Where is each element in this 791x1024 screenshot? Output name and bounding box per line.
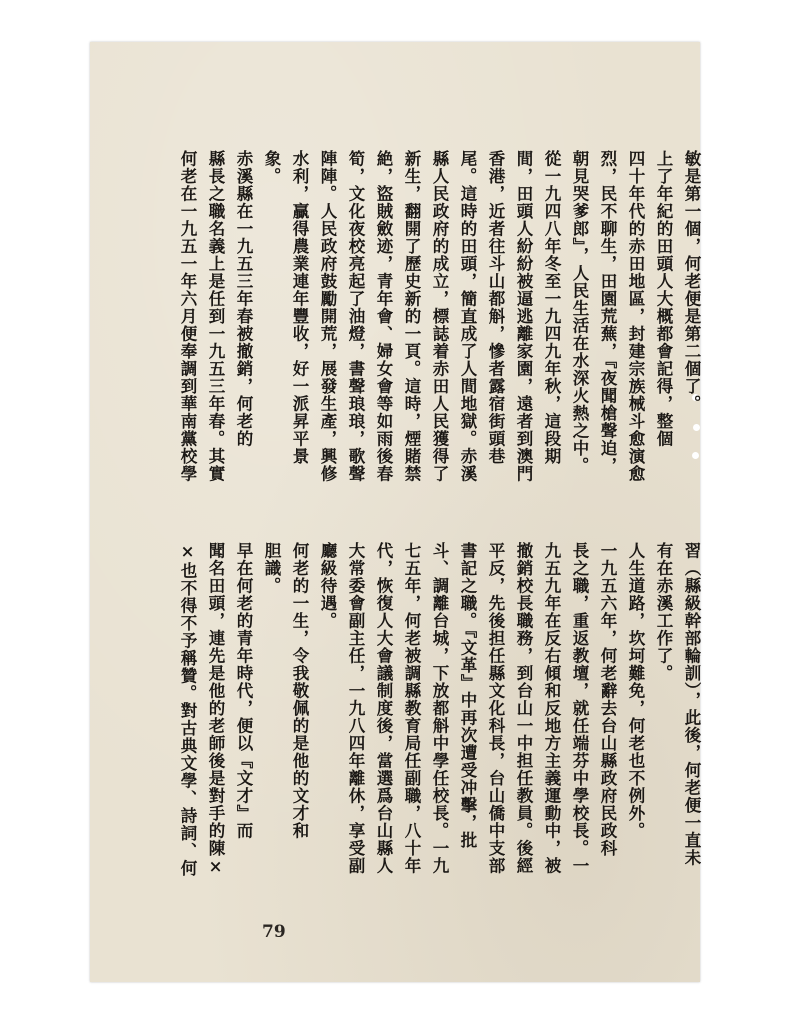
text-column: 早在何老的青年時代，便以『文才』而 (234, 542, 253, 840)
text-column: 新生，翻開了歷史新的一頁。這時，煙賭禁 (402, 150, 421, 483)
text-column: 何老在一九五一年六月便奉調到華南黨校學 (178, 150, 197, 483)
text-column: 七五年，何老被調縣教育局任副職，八十年 (402, 542, 421, 875)
text-column: 聞名田頭，連先是他的老師後是對手的陳× (206, 542, 225, 877)
text-column: 間，田頭人紛紛被逼逃離家園，遠者到澳門 (514, 150, 533, 483)
bottom-text-block (178, 542, 702, 902)
book-page (90, 42, 700, 982)
text-column: 赤溪縣在一九五三年春被撤銷，何老的 (234, 150, 253, 448)
text-column: 平反，先後担任縣文化科長，台山僑中支部 (486, 542, 505, 875)
text-column: 水利，贏得農業連年豐收，好一派昇平景 (290, 150, 309, 465)
text-column: 胆識。 (262, 542, 281, 595)
text-column: 縣人民政府的成立，標誌着赤田人民獲得了 (430, 150, 449, 483)
text-column: 烈，民不聊生，田園荒蕪，『夜聞槍聲迫， (598, 150, 617, 475)
text-column: 敏是第一個，何老便是第二個了。 (682, 150, 701, 413)
text-column: 筍，文化夜校亮起了油燈，書聲琅琅，歌聲 (346, 150, 365, 483)
text-column: 有在赤溪工作了。 (654, 542, 673, 682)
text-column: 代，恢復人大會議制度後，當選爲台山縣人 (374, 542, 393, 875)
text-column: 縣長之職名義上是任到一九五三年春。其實 (206, 150, 225, 483)
text-column: 大常委會副主任，一九八四年離休，享受副 (346, 542, 365, 875)
text-column: 上了年紀的田頭人大概都會記得，整個 (654, 150, 673, 448)
text-column: 斗、調離台城，下放都斛中學任校長。一九 (430, 542, 449, 875)
text-column: 四十年代的赤田地區，封建宗族械斗愈演愈 (626, 150, 645, 483)
text-column: 習（縣級幹部輪訓），此後，何老便一直未 (682, 542, 701, 867)
text-column: 九五九年在反右傾和反地方主義運動中，被 (542, 542, 561, 875)
page-number: 79 (262, 922, 286, 942)
text-column: 香港，近者往斗山都斛，慘者露宿街頭巷 (486, 150, 505, 465)
text-column: 象。 (262, 150, 281, 185)
text-column: 絶，盜賊斂迹，青年會、婦女會等如雨後春 (374, 150, 393, 483)
text-column: 朝見哭爹郎』，人民生活在水深火熱之中。 (570, 150, 589, 475)
text-column: 何老的一生，令我敬佩的是他的文才和 (290, 542, 309, 840)
top-text-block (178, 150, 702, 506)
text-column: ×也不得不予稱贊。對古典文學、詩詞、何 (178, 542, 197, 877)
text-column: 長之職，重返教壇，就任端芬中學校長。一 (570, 542, 589, 875)
text-column: 書記之職。『文革』中再次遭受冲擊，批 (458, 542, 477, 849)
text-column: 尾。這時的田頭，簡直成了人間地獄。赤溪 (458, 150, 477, 483)
text-column: 陣陣。人民政府鼓勵開荒，展發生產，興修 (318, 150, 337, 483)
text-column: 從一九四八年冬至一九四九年秋，這段期 (542, 150, 561, 465)
text-column: 撤銷校長職務，到台山一中担任教員。後經 (514, 542, 533, 875)
text-column: 人生道路，坎坷難免，何老也不例外。 (626, 542, 645, 840)
text-column: 一九五六年，何老辭去台山縣政府民政科 (598, 542, 617, 857)
text-column: 廳級待遇。 (318, 542, 337, 630)
